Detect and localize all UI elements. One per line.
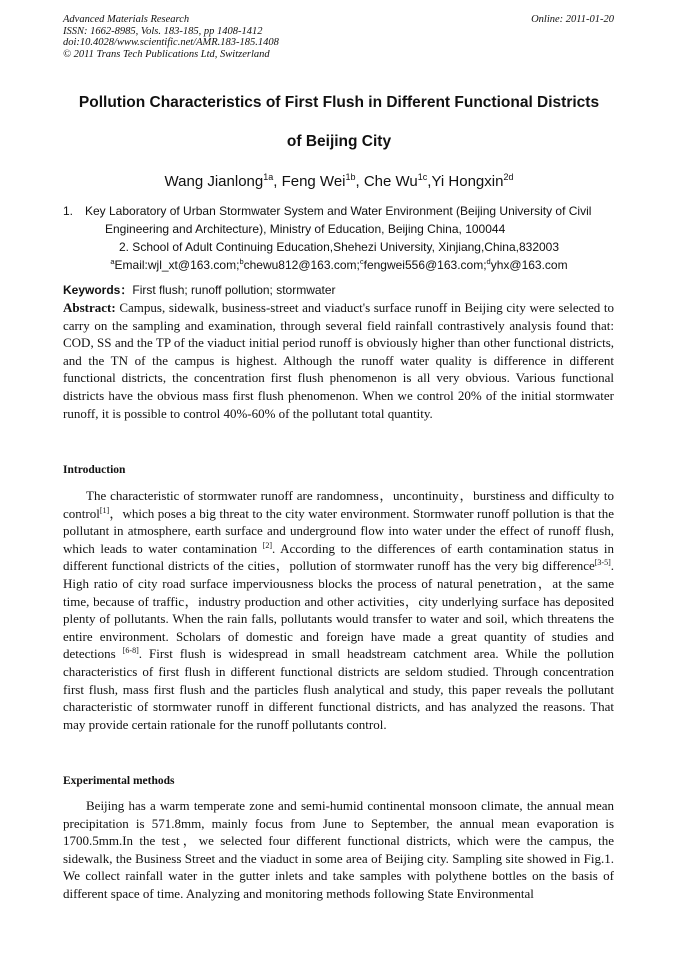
- author-list: [0, 173, 678, 190]
- email-sup: b: [239, 257, 244, 266]
- journal-doi[interactable]: doi:10.4028/www.scientific.net/AMR.183-185.1408: [63, 37, 279, 49]
- intro-text: . According to the differences of earth contamination status in different functional districts of the cities，pollution of stormwater runoff has the very big difference: [63, 540, 614, 574]
- abstract-text: Campus, sidewalk, business-street and viaduct's surface runoff in Beijing city were selected to carry on the sampling and examination, through several field rainfall contrastively analysis found that: COD, SS and the TP of the viaduct initial period runoff is obviously higher than other functional districts, and the TN of the campus is highest. Although the runoff water quality is difference in different functional districts, the concentration first flush phenomenon is all very obvious. Various functional districts have the obvious mass first flush phenomenon. When we control 20% of the initial stormwater runoff, it is possible to control 40%-60% of the pollutant total quantity.: [63, 300, 614, 421]
- abstract-label: Abstract:: [63, 300, 116, 315]
- author-affil-sup: 2d: [503, 172, 514, 182]
- author-name: , Che Wu: [355, 173, 418, 190]
- methods-paragraph: Beijing has a warm temperate zone and semi-humid continental monsoon climate, the annual mean precipitation is 571.8mm, mainly focus from June to September, the annual mean evaporation is 1700.5mm.In the test，we selected four different functional districts, which were the campus, the sidewalk, the Business Street and the viaduct in some area of Beijing city. Sampling site showed in Fig.1. We collect rainfall water in the gutter inlets and take samples with polythene bottles on the basis of different space of time. Analyzing and monitoring methods following State Environmental: [63, 798, 614, 901]
- email-d[interactable]: yhx@163.com: [490, 258, 568, 272]
- journal-issn: ISSN: 1662-8985, Vols. 183-185, pp 1408-1412: [63, 25, 263, 37]
- abstract: [63, 299, 614, 422]
- section-heading-methods: Experimental methods: [63, 775, 175, 787]
- email-sup: c: [359, 257, 364, 266]
- journal-name: Advanced Materials Research: [63, 14, 190, 25]
- author-name: Wang Jianlong: [164, 173, 264, 190]
- email-a[interactable]: Email:wjl_xt@163.com;: [114, 258, 240, 272]
- author-name: , Feng Wei: [273, 173, 346, 190]
- citation[interactable]: [3-5]: [594, 558, 611, 568]
- email-c[interactable]: fengwei556@163.com;: [363, 258, 487, 272]
- introduction-paragraph: [63, 487, 614, 733]
- email-b[interactable]: chewu812@163.com;: [243, 258, 360, 272]
- paper-title-line1: Pollution Characteristics of First Flush in Different Functional Districts: [78, 94, 600, 111]
- affiliation-1: [63, 202, 623, 238]
- author-affil-sup: 1b: [345, 172, 356, 182]
- citation[interactable]: [6-8]: [122, 646, 139, 656]
- affiliation-1-line2: Engineering and Architecture), Ministry of Education, Beijing China, 100044: [105, 222, 506, 236]
- email-sup: d: [486, 257, 491, 266]
- keywords-text: First flush; runoff pollution; stormwater: [132, 283, 336, 297]
- online-date: Online: 2011-01-20: [531, 14, 614, 25]
- citation[interactable]: [1]: [99, 505, 110, 515]
- email-sup: a: [110, 257, 115, 266]
- keywords-label: Keywords：: [63, 283, 133, 297]
- intro-text: The characteristic of stormwater runoff are randomness，uncontinuity，burstiness and difficulty to control: [63, 488, 614, 521]
- intro-text: ，which poses a big threat to the city water environment. Stormwater runoff pollution is that the pollutant in atmosphere, earth surface and underground flow into water under the effect of runoff flush, which leads to water contamination: [63, 505, 614, 556]
- paper-title-line2: of Beijing City: [286, 133, 392, 150]
- intro-text: . First flush is widespread in small headstream catchment area. While the pollution characteristics of first flush in different functional districts are seldom studied. Through concentration first flush, mass first flush and the particles flush analytical and study, this paper reveals the pollutant characteristic of stormwater runoff in different functional districts, and has analyzed the reasons. That may provide certain rationale for the runoff pollutants control.: [63, 646, 614, 732]
- author-name: ,Yi Hongxin: [427, 173, 504, 190]
- affiliation-1-line1: Key Laboratory of Urban Stormwater System and Water Environment (Beijing University of Civil: [85, 204, 592, 218]
- author-affil-sup: 1c: [417, 172, 428, 182]
- journal-header: [63, 14, 279, 61]
- intro-text: . High ratio of city road surface imperviousness blocks the process of natural penetration，at the same time, because of traffic，industry production and other activities，city underlying surface has deposited plenty of pollutants. When the rain falls, pollutants would transfer to water and soil, which threatens the entire environment. Scholars of domestic and foreign have made a great quantity of studies and detections: [63, 558, 614, 662]
- affiliation-number: 1.: [63, 204, 74, 218]
- section-heading-introduction: Introduction: [63, 464, 126, 476]
- affiliation-2: 2. School of Adult Continuing Education,Shehezi University, Xinjiang,China,832003: [118, 240, 560, 254]
- citation[interactable]: [2]: [262, 540, 273, 550]
- email-line: [0, 256, 678, 274]
- journal-copyright: © 2011 Trans Tech Publications Ltd, Switzerland: [63, 49, 270, 61]
- keywords: [63, 281, 336, 298]
- author-affil-sup: 1a: [263, 172, 274, 182]
